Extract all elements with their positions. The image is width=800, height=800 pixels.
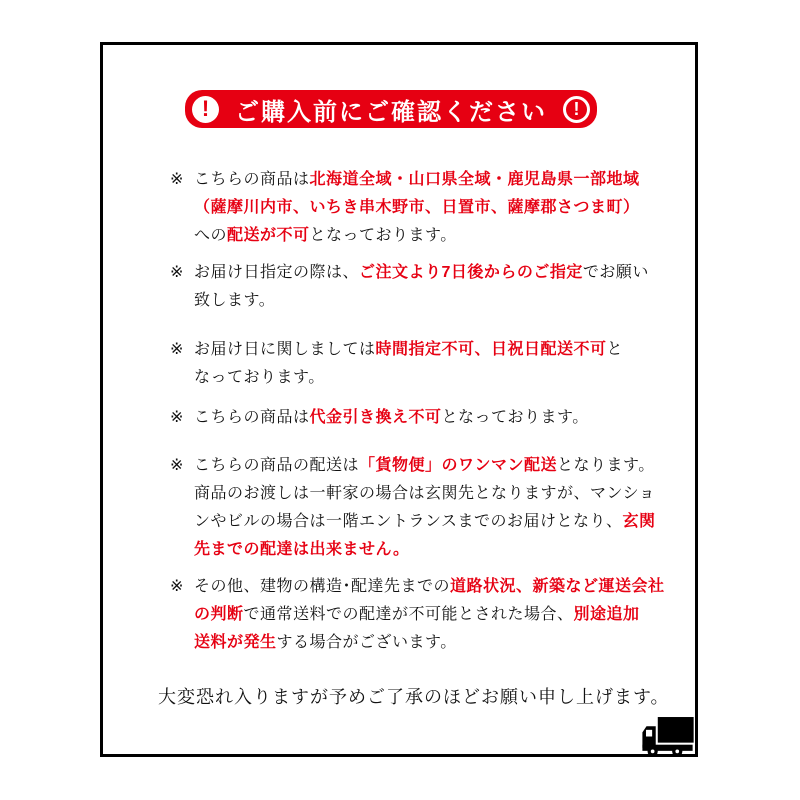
notice-text-segment: 道路状況、新築など運送会社: [450, 578, 665, 595]
notice-text-segment: となります。: [557, 457, 655, 474]
notice-text-segment: こちらの商品は: [194, 171, 310, 188]
notice-item: [170, 452, 662, 564]
notice-text-segment: 商品のお渡しは一軒家の場合は玄関先となりますが、マンショ: [194, 485, 656, 502]
notice-text-segment: ンやビルの場合は一階エントランスまでのお届けとなり、: [194, 513, 623, 530]
notice-text-segment: 配送が不可: [227, 227, 310, 244]
notice-item: [170, 166, 662, 250]
notice-text-segment: ご注文より7日後からのご指定: [359, 264, 583, 281]
notice-text: [194, 336, 662, 392]
notice-text-segment: と: [606, 341, 624, 358]
notice-text-segment: 代金引き換え不可: [309, 409, 442, 426]
exclamation-circle-icon: !: [192, 96, 219, 123]
notice-text-segment: 致します。: [194, 292, 276, 309]
notice-text-segment: となっております。: [441, 409, 589, 426]
notice-text-segment: （薩摩川内市、いちき串木野市、日置市、薩摩郡さつま町）: [194, 199, 640, 216]
notice-text-segment: の判断: [194, 606, 244, 623]
notice-text-segment: でお願い: [582, 264, 649, 281]
notice-text-segment: 「貨物便」のワンマン配送: [359, 457, 558, 474]
alert-banner: [185, 90, 597, 128]
footer-apology-text: 大変恐れ入りますが予めご了承のほどお願い申し上げます。: [158, 687, 670, 707]
notice-text-segment: 先までの配達は出来ません。: [194, 541, 410, 558]
banner-title: ご購入前にご確認ください: [235, 98, 547, 126]
notice-text: [194, 166, 662, 250]
notice-text-segment: こちらの商品の配送は: [194, 457, 360, 474]
notice-marker: ※: [170, 341, 184, 358]
notice-item: [170, 573, 665, 657]
notice-text-segment: 別途追加: [573, 606, 640, 623]
notice-marker: ※: [170, 264, 184, 281]
notice-text-segment: お届け日指定の際は、: [194, 264, 360, 281]
notice-text-segment: その他、建物の構造･配達先までの: [194, 578, 451, 595]
notice-text-segment: となっております。: [309, 227, 457, 244]
notice-item: [170, 336, 662, 392]
notice-marker: ※: [170, 409, 184, 426]
notice-item: [170, 404, 662, 432]
notice-text-segment: こちらの商品は: [194, 409, 310, 426]
notice-text-segment: なっております。: [194, 369, 325, 386]
notice-text: [194, 259, 662, 315]
notice-marker: ※: [170, 171, 184, 188]
exclamation-circle-icon: !: [563, 96, 590, 123]
notice-text: [194, 404, 662, 432]
notice-text: [194, 573, 665, 657]
notice-marker: ※: [170, 457, 184, 474]
notice-marker: ※: [170, 578, 184, 595]
notice-text-segment: する場合がございます。: [276, 634, 457, 651]
notice-text-segment: 玄関: [622, 513, 656, 530]
notice-item: [170, 259, 662, 315]
notice-text-segment: お届け日に関しましては: [194, 341, 376, 358]
notice-text: [194, 452, 662, 564]
notice-text-segment: で通常送料での配達が不可能とされた場合、: [243, 606, 574, 623]
notice-text-segment: 北海道全域・山口県全域・鹿児島県一部地域: [309, 171, 640, 188]
notice-text-segment: 時間指定不可、日祝日配送不可: [375, 341, 607, 358]
notice-text-segment: 送料が発生: [194, 634, 277, 651]
notice-text-segment: への: [194, 227, 228, 244]
delivery-truck-icon: [640, 716, 694, 757]
